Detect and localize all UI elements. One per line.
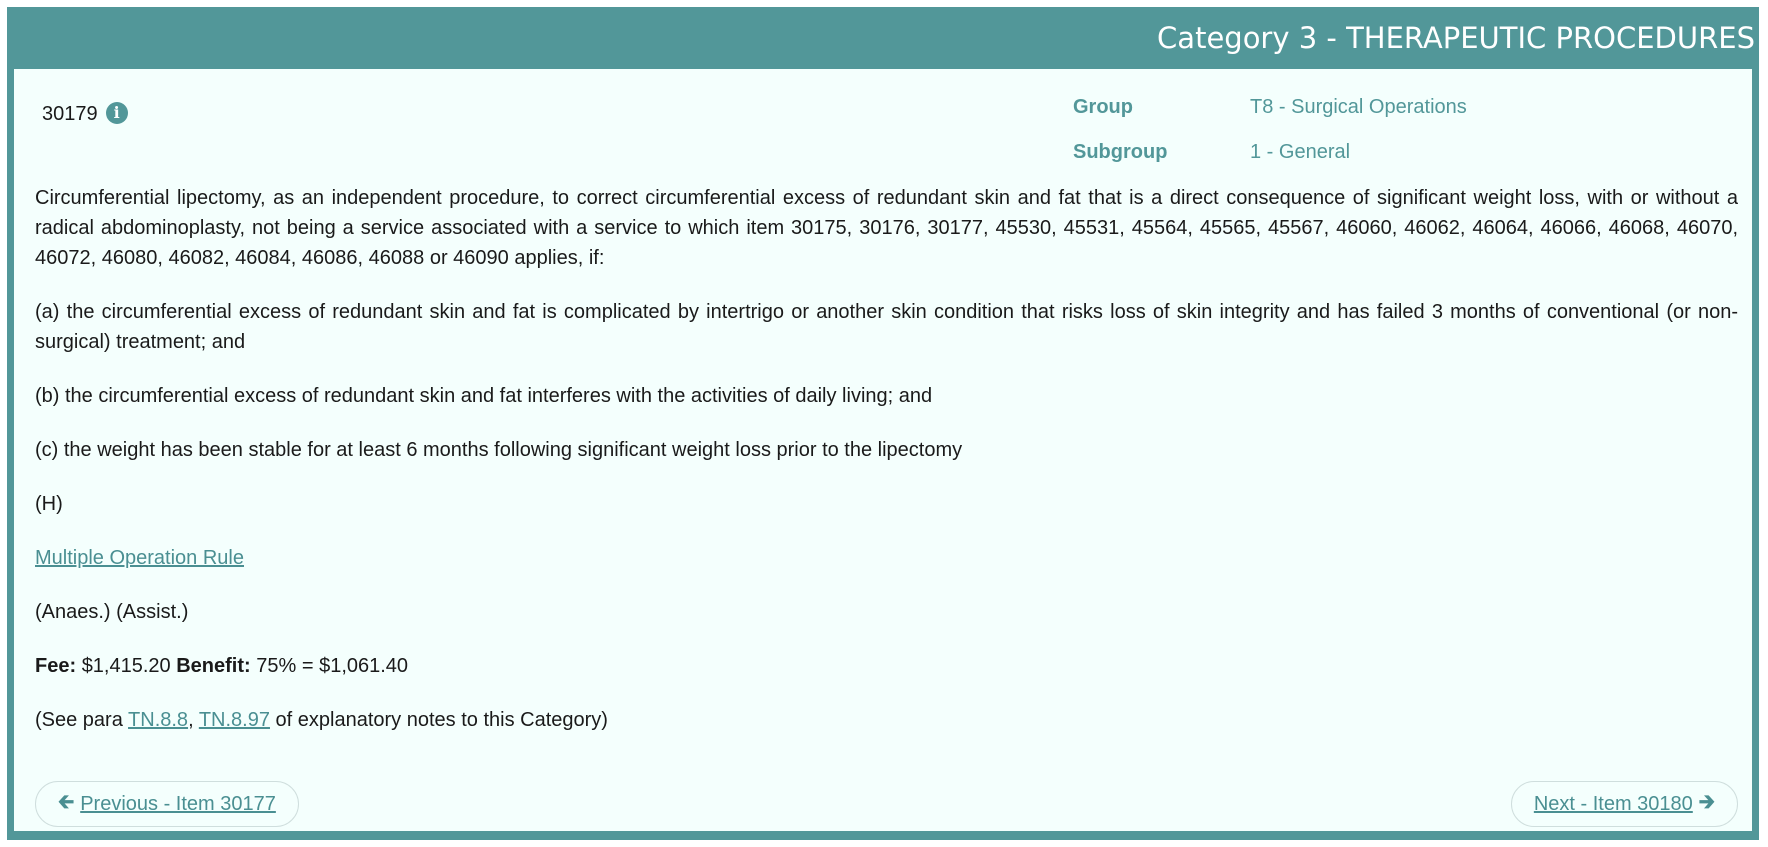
condition-c: (c) the weight has been stable for at least 6 months following significant weight loss prior to the lipectomy <box>35 439 963 461</box>
notes-suffix: of explanatory notes to this Category) <box>269 709 608 731</box>
benefit-value: 75% = $1,061.40 <box>256 655 409 677</box>
tn-8-8-link[interactable]: TN.8.8 <box>128 709 189 731</box>
item-number-value: 30179 <box>42 103 98 125</box>
next-item-label: Next - Item 30180 <box>1533 792 1693 815</box>
item-number <box>42 103 128 126</box>
previous-item-button[interactable] <box>35 781 299 827</box>
condition-b: (b) the circumferential excess of redundant skin and fat interferes with the activities of daily living; and <box>35 385 933 407</box>
multiple-operation-rule-link[interactable]: Multiple Operation Rule <box>35 547 244 569</box>
fee-value: $1,415.20 <box>81 655 171 677</box>
group-label: Group <box>1073 96 1133 118</box>
category-title: Category 3 - THERAPEUTIC PROCEDURES <box>1157 21 1755 55</box>
item-description <box>35 183 1738 759</box>
subgroup-label: Subgroup <box>1073 141 1168 163</box>
explanatory-notes <box>35 705 1738 735</box>
group-value: T8 - Surgical Operations <box>1250 96 1467 118</box>
tn-8-97-link[interactable]: TN.8.97 <box>198 709 270 731</box>
subgroup-value: 1 - General <box>1250 141 1351 163</box>
item-summary <box>28 69 1738 197</box>
item-panel <box>14 69 1752 831</box>
rule-paragraph <box>35 543 1738 573</box>
previous-item-label: Previous - Item 30177 <box>80 792 276 815</box>
fee-label: Fee: <box>35 655 77 677</box>
condition-a: (a) the circumferential excess of redundant skin and fat is complicated by intertrigo or another skin condition that risks loss of skin integrity and has failed 3 months of conventional (or non-surgical) treatment; and <box>35 301 1738 353</box>
group-row <box>1073 85 1467 130</box>
item-meta <box>1073 85 1467 175</box>
benefit-label: Benefit: <box>176 655 251 677</box>
next-item-button[interactable] <box>1511 781 1738 827</box>
subgroup-row <box>1073 130 1467 175</box>
page-frame <box>7 7 1759 840</box>
info-icon[interactable]: i <box>106 102 128 124</box>
notes-prefix: (See para <box>35 709 129 731</box>
fee-paragraph <box>35 651 1738 681</box>
arrow-right-icon: 🡲 <box>1698 789 1715 813</box>
anaes-assist: (Anaes.) (Assist.) <box>35 601 189 623</box>
description-main: Circumferential lipectomy, as an independent procedure, to correct circumferential excess of redundant skin and fat that is a direct consequence of significant weight loss, with or without a radical abdominoplasty, not being a service associated with a service to which item 30175, 30176, 30177, 45530, 45531, 45564, 45565, 45567, 46060, 46062, 46064, 46066, 46068, 46070, 46072, 46080, 46082, 46084, 46086, 46088 or 46090 applies, if: <box>35 187 1738 269</box>
category-header <box>7 7 1759 69</box>
arrow-left-icon: 🡰 <box>58 789 75 813</box>
h-flag: (H) <box>35 493 63 515</box>
notes-separator: , <box>188 709 199 731</box>
